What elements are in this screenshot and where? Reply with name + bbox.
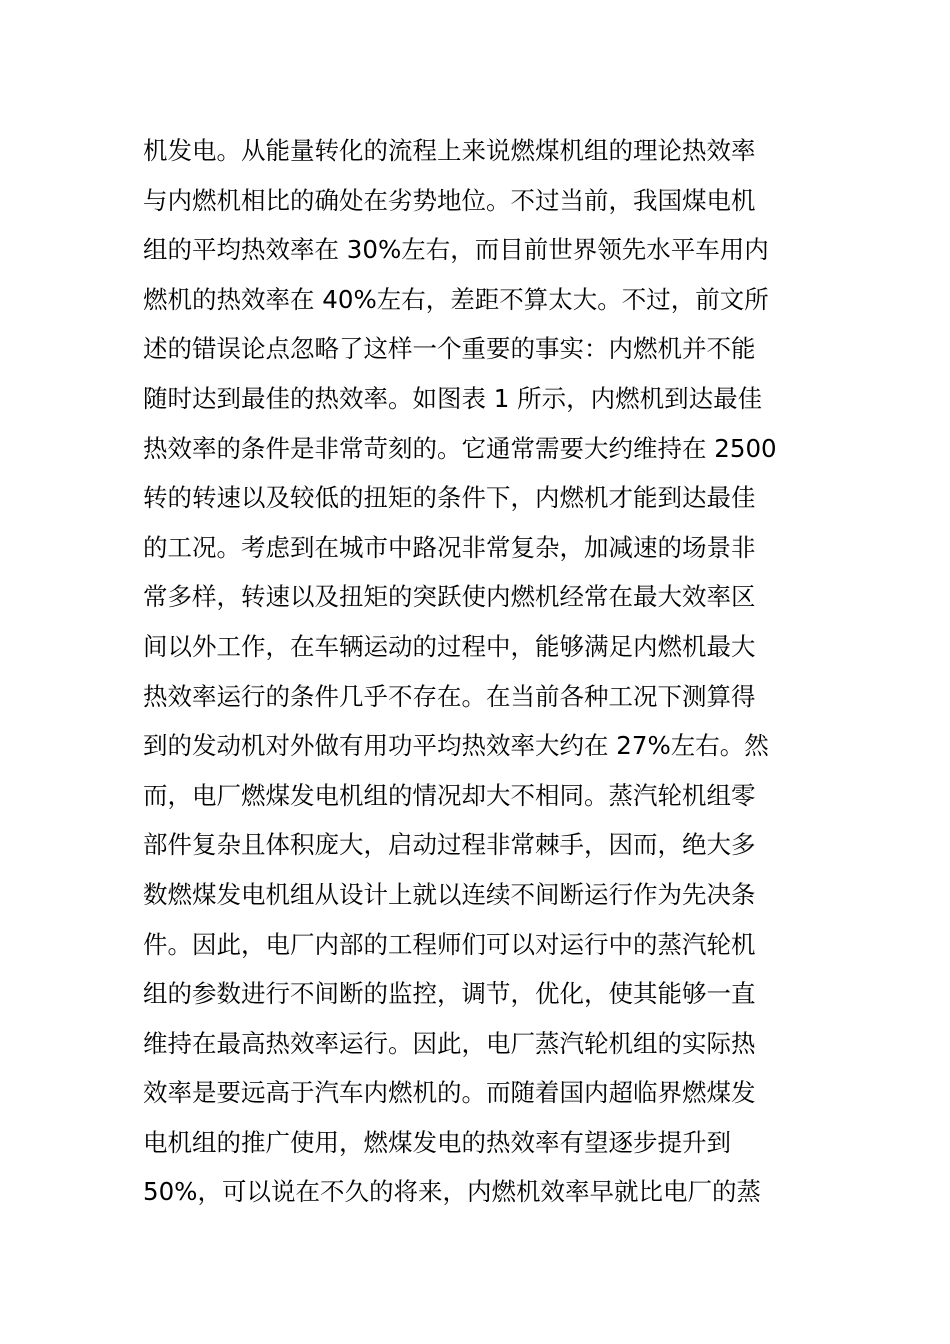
text-line: 燃机的热效率在 40%左右，差距不算太大。不过，前文所 <box>143 284 769 314</box>
text-line: 件。因此，电厂内部的工程师们可以对运行中的蒸汽轮机 <box>143 929 756 959</box>
text-line: 的工况。考虑到在城市中路况非常复杂，加减速的场景非 <box>143 532 756 562</box>
text-line: 与内燃机相比的确处在劣势地位。不过当前，我国煤电机 <box>143 185 756 215</box>
text-line: 热效率的条件是非常苛刻的。它通常需要大约维持在 2500 <box>143 433 777 463</box>
text-line: 随时达到最佳的热效率。如图表 1 所示，内燃机到达最佳 <box>143 383 763 413</box>
text-line: 述的错误论点忽略了这样一个重要的事实：内燃机并不能 <box>143 334 756 364</box>
text-line: 到的发动机对外做有用功平均热效率大约在 27%左右。然 <box>143 731 769 761</box>
body-paragraph <box>143 126 823 1217</box>
text-line: 数燃煤发电机组从设计上就以连续不间断运行作为先决条 <box>143 879 756 909</box>
text-line: 组的参数进行不间断的监控，调节，优化，使其能够一直 <box>143 979 756 1009</box>
text-line: 常多样，转速以及扭矩的突跃使内燃机经常在最大效率区 <box>143 582 756 612</box>
text-line: 组的平均热效率在 30%左右，而目前世界领先水平车用内 <box>143 235 769 265</box>
text-line: 而，电厂燃煤发电机组的情况却大不相同。蒸汽轮机组零 <box>143 780 756 810</box>
text-line: 部件复杂且体积庞大，启动过程非常棘手，因而，绝大多 <box>143 830 756 860</box>
text-line: 维持在最高热效率运行。因此，电厂蒸汽轮机组的实际热 <box>143 1028 756 1058</box>
text-line: 50%，可以说在不久的将来，内燃机效率早就比电厂的蒸 <box>143 1177 761 1207</box>
text-line: 机发电。从能量转化的流程上来说燃煤机组的理论热效率 <box>143 136 756 165</box>
text-line: 间以外工作，在车辆运动的过程中，能够满足内燃机最大 <box>143 631 756 661</box>
text-line: 转的转速以及较低的扭矩的条件下，内燃机才能到达最佳 <box>143 483 756 513</box>
text-line: 效率是要远高于汽车内燃机的。而随着国内超临界燃煤发 <box>143 1078 756 1108</box>
text-line: 电机组的推广使用，燃煤发电的热效率有望逐步提升到 <box>143 1127 731 1157</box>
text-line: 热效率运行的条件几乎不存在。在当前各种工况下测算得 <box>143 681 756 711</box>
